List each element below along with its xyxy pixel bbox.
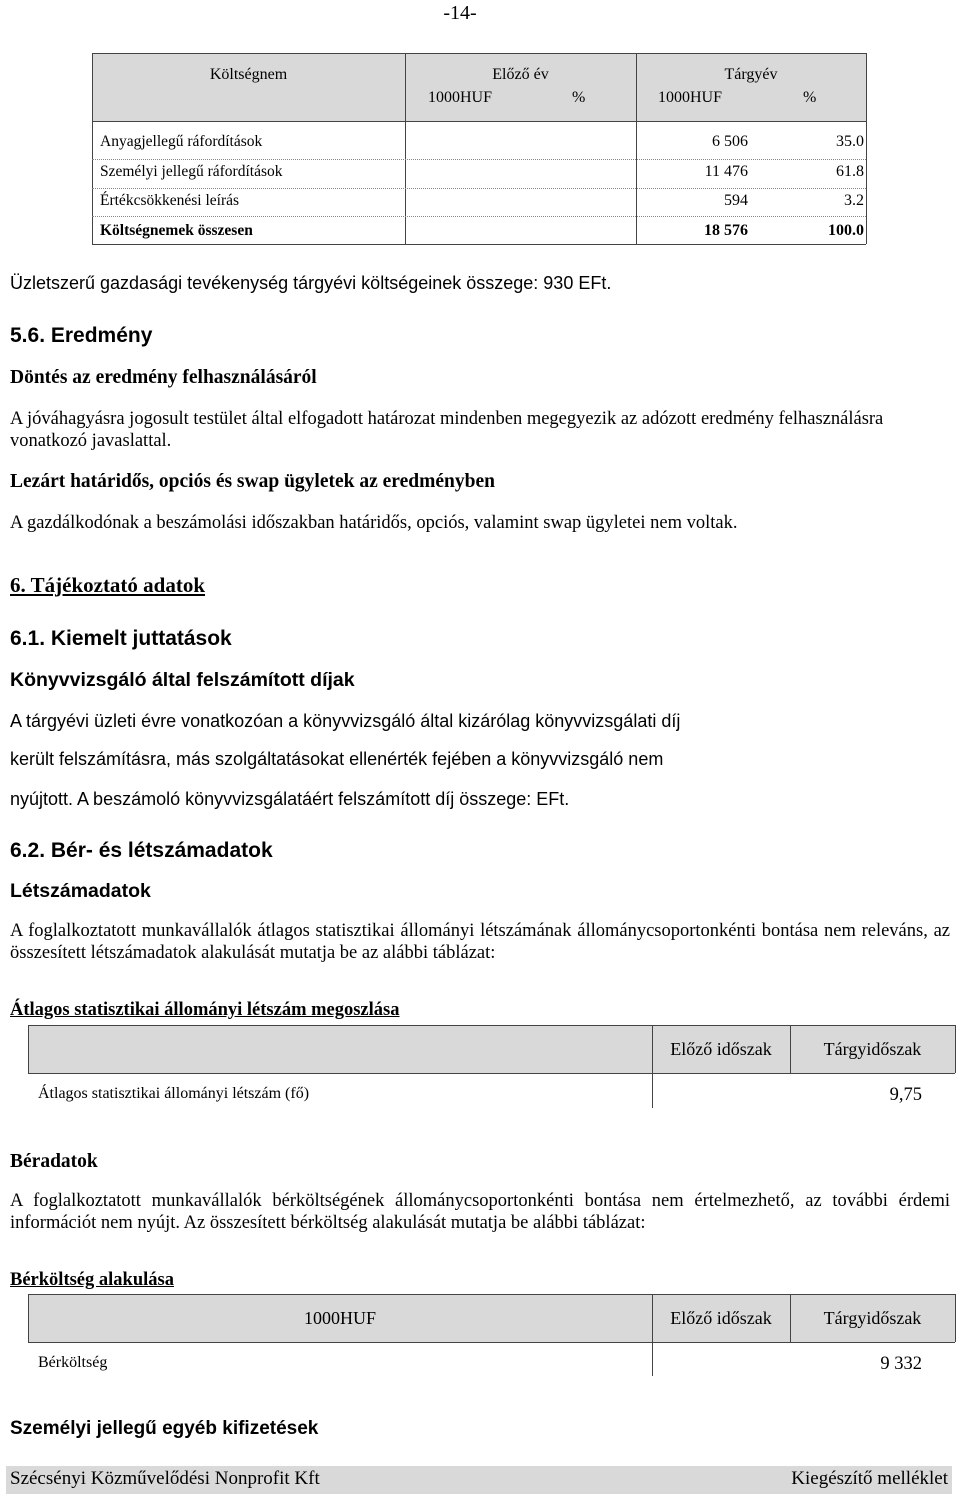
headcount-cur-header: Tárgyidőszak: [823, 1039, 922, 1059]
cur-pct-header: %: [803, 89, 817, 106]
table-row-label: Személyi jellegű ráfordítások: [100, 163, 283, 180]
closed-deals-heading: Lezárt határidős, opciós és swap ügyletek az eredményben: [10, 471, 495, 492]
footer-company: Szécsényi Közművelődési Nonprofit Kft: [10, 1468, 320, 1489]
headcount-table-title: Átlagos statisztikai állományi létszám megoszlása: [10, 1000, 400, 1020]
total-row-pct: 100.0: [828, 222, 864, 239]
table-row-pct: 3.2: [844, 192, 864, 209]
wage-unit-header: 1000HUF: [303, 1308, 376, 1328]
table-row-label: Anyagjellegű ráfordítások: [100, 133, 263, 150]
cost-kind-header: Költségnem: [209, 66, 288, 83]
cost-table-header-bg: [92, 53, 866, 121]
headcount-text: A foglalkoztatott munkavállalók átlagos statisztikai állományi létszámának állománycsoportonkénti bontása nem releváns, az összesített létszámadatok alakulását mutatja be az alábbi táblázat:: [10, 921, 950, 963]
headcount-prev-header: Előző időszak: [670, 1039, 772, 1059]
table-row-value: 11 476: [704, 163, 748, 180]
prev-year-header: Előző év: [492, 66, 549, 83]
auditor-line-1: A tárgyévi üzleti évre vonatkozóan a könyvvizsgáló által kizárólag könyvvizsgálati díj: [10, 711, 681, 731]
auditor-line-3: nyújtott. A beszámoló könyvvizsgálatáért felszámított díj összege: EFt.: [10, 789, 570, 809]
wage-prev-header: Előző időszak: [670, 1308, 772, 1328]
auditor-heading: Könyvvizsgáló által felszámított díjak: [10, 669, 355, 691]
wage-cur-header: Tárgyidőszak: [823, 1308, 922, 1328]
cur-unit-header: 1000HUF: [658, 89, 723, 106]
wage-heading: Béradatok: [10, 1151, 98, 1172]
table-row-label: Értékcsökkenési leírás: [100, 192, 240, 209]
total-row-label: Költségnemek összesen: [100, 222, 253, 239]
other-payments-heading: Személyi jellegű egyéb kifizetések: [10, 1418, 319, 1439]
benefits-title: 6.1. Kiemelt juttatások: [10, 627, 232, 650]
total-row-value: 18 576: [704, 222, 748, 239]
headcount-heading: Létszámadatok: [10, 880, 151, 902]
page-number: -14-: [443, 2, 477, 24]
wage-section-title: 6.2. Bér- és létszámadatok: [10, 839, 273, 862]
wage-text: A foglalkoztatott munkavállalók bérköltségének állománycsoportonkénti bontása nem értelmezhető, az további érdemi információt nem nyújt. Az összesített bérköltség alakulását mutatja be alábbi táblázat:: [10, 1191, 950, 1233]
result-section-title: 5.6. Eredmény: [10, 324, 153, 347]
wage-row-value: 9 332: [880, 1354, 922, 1374]
footer-document-type: Kiegészítő melléklet: [791, 1468, 948, 1489]
auditor-line-2: került felszámításra, más szolgáltatásokat ellenérték fejében a könyvvizsgáló nem: [10, 749, 664, 769]
headcount-row-value: 9,75: [889, 1085, 922, 1105]
headcount-row-label: Átlagos statisztikai állományi létszám (fő): [38, 1085, 310, 1102]
table-row-value: 594: [724, 192, 748, 209]
closed-deals-text: A gazdálkodónak a beszámolási időszakban határidős, opciós, valamint swap ügyletei nem voltak.: [10, 513, 738, 533]
current-year-header: Tárgyév: [724, 66, 778, 83]
wage-table-title: Bérköltség alakulása: [10, 1270, 174, 1290]
prev-unit-header: 1000HUF: [428, 89, 493, 106]
decision-heading: Döntés az eredmény felhasználásáról: [10, 367, 317, 388]
info-section-title: 6. Tájékoztató adatok: [10, 573, 206, 597]
decision-text: A jóváhagyásra jogosult testület által elfogadott határozat mindenben megegyezik az adózott eredmény felhasználásra vonatkozó javaslattal.: [10, 409, 884, 451]
prev-pct-header: %: [572, 89, 586, 106]
table-row-pct: 61.8: [836, 163, 864, 180]
page-footer: [6, 1466, 952, 1494]
table-row-pct: 35.0: [836, 133, 864, 150]
table-row-value: 6 506: [712, 133, 748, 150]
business-costs-text: Üzletszerű gazdasági tevékenység tárgyévi költségeinek összege: 930 EFt.: [10, 273, 612, 293]
wage-row-label: Bérköltség: [38, 1354, 108, 1371]
